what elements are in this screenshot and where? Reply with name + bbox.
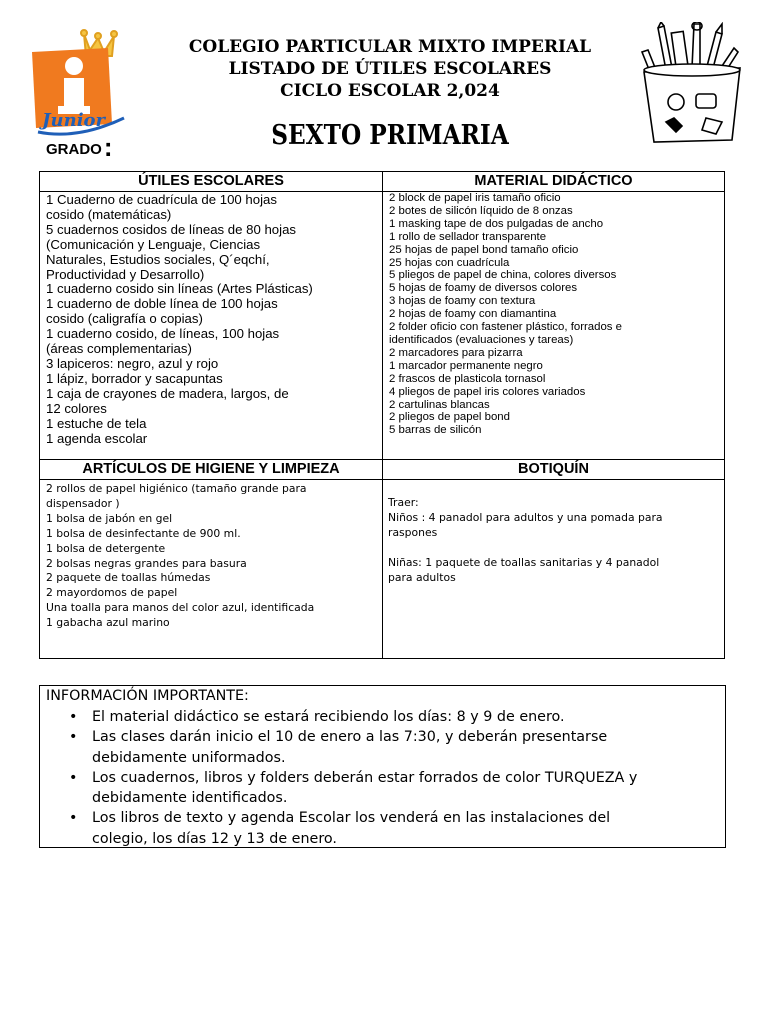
list-item: 2 rollos de papel higiénico (tamaño grande para [46, 482, 307, 495]
list-item: 2 frascos de plasticola tornasol [389, 372, 546, 385]
list-item: 2 hojas de foamy con diamantina [389, 308, 557, 321]
header-divider-bottom [40, 479, 724, 480]
list-item: 5 cuadernos cosidos de líneas de 80 hojas [46, 221, 297, 237]
botiquin-ninas-line: para adultos [388, 570, 456, 584]
list-item: 1 cuaderno cosido, de líneas, 100 hojas [46, 326, 280, 342]
botiquin-content [388, 496, 720, 585]
higiene-heading: ARTÍCULOS DE HIGIENE Y LIMPIEZA [82, 461, 340, 477]
utiles-list [46, 193, 376, 446]
list-item: 1 bolsa de desinfectante de 900 ml. [46, 526, 241, 540]
info-line: Las clases darán inicio el 10 de enero a las 7:30, y deberán presentarse [92, 729, 608, 746]
list-item: 2 block de papel iris tamaño oficio [389, 192, 561, 204]
list-item: 5 barras de silicón [389, 424, 482, 437]
list-item: 1 caja de crayones de madera, largos, de [46, 385, 289, 401]
list-item: dispensador ) [46, 496, 120, 510]
list-item: 1 rollo de sellador transparente [389, 230, 547, 243]
list-item: 1 agenda escolar [46, 430, 148, 446]
list-item: 2 botes de silicón líquido de 8 onzas [389, 204, 573, 217]
logo-wordmark: Junior [42, 110, 106, 131]
column-divider [382, 172, 383, 658]
school-name: COLEGIO PARTICULAR MIXTO IMPERIAL [188, 37, 592, 57]
list-item: cosido (caligrafía o copias) [46, 311, 203, 327]
list-item: 1 cuaderno de doble línea de 100 hojas [46, 296, 278, 312]
list-item: 1 cuaderno cosido sin líneas (Artes Plásticas) [46, 281, 313, 297]
pencil-cup-icon [636, 22, 748, 144]
material-heading: MATERIAL DIDÁCTICO [474, 173, 633, 189]
botiquin-intro: Traer: [388, 496, 419, 509]
list-item: (Comunicación y Lenguaje, Ciencias [46, 236, 261, 252]
list-item: 2 folder oficio con fastener plástico, forrados e [389, 321, 623, 334]
higiene-list [46, 482, 376, 631]
list-item: 1 lápiz, borrador y sacapuntas [46, 370, 223, 386]
list-item: cosido (matemáticas) [46, 206, 172, 222]
list-item: 25 hojas con cuadrícula [389, 256, 510, 269]
list-item: Naturales, Estudios sociales, Q´eqchí, [46, 251, 270, 267]
list-item: 2 pliegos de papel bond [389, 411, 510, 424]
bullet-icon: • [69, 709, 78, 725]
info-line: Los cuadernos, libros y folders deberán estar forrados de color TURQUEZA y [92, 769, 638, 786]
botiquin-ninos-line: Niños : 4 panadol para adultos y una pomada para [388, 510, 663, 524]
list-item: identificados (evaluaciones y tareas) [389, 333, 574, 346]
list-item: 1 masking tape de dos pulgadas de ancho [389, 217, 604, 230]
supplies-table [39, 171, 725, 659]
info-line: colegio, los días 12 y 13 de enero. [92, 830, 337, 847]
info-item [40, 808, 720, 849]
list-item: 3 hojas de foamy con textura [389, 295, 536, 308]
list-item: 4 pliegos de papel iris colores variados [389, 385, 586, 398]
list-item: 12 colores [46, 400, 107, 416]
material-list [389, 192, 722, 437]
botiquin-ninos-line: raspones [388, 525, 438, 539]
info-title: INFORMACIÓN IMPORTANTE: [46, 688, 249, 704]
school-year: CICLO ESCOLAR 2,024 [280, 81, 500, 101]
info-item [40, 707, 720, 727]
list-item: (áreas complementarias) [46, 341, 192, 357]
list-title: LISTADO DE ÚTILES ESCOLARES [228, 59, 552, 79]
list-item: 5 hojas de foamy de diversos colores [389, 282, 578, 295]
botiquin-ninas-line: Niñas: 1 paquete de toallas sanitarias y 4 panadol [388, 555, 660, 569]
info-line: debidamente uniformados. [92, 749, 286, 766]
bullet-icon: • [69, 769, 78, 786]
school-logo-icon [28, 28, 128, 140]
info-line: debidamente identificados. [92, 790, 288, 807]
grade-name: SEXTO PRIMARIA [271, 120, 509, 151]
list-item: 1 gabacha azul marino [46, 616, 170, 630]
list-item: 3 lapiceros: negro, azul y rojo [46, 355, 219, 371]
list-item: 2 bolsas negras grandes para basura [46, 556, 247, 570]
important-info-box [39, 685, 726, 848]
grade-label: GRADO: [46, 132, 113, 162]
info-item [40, 727, 720, 768]
info-line: Los libros de texto y agenda Escolar los venderá en las instalaciones del [92, 810, 611, 827]
list-item: 1 estuche de tela [46, 415, 147, 431]
list-item: Una toalla para manos del color azul, identificada [46, 601, 315, 615]
list-item: 2 paquete de toallas húmedas [46, 571, 211, 585]
list-item: 1 Cuaderno de cuadrícula de 100 hojas [46, 192, 277, 207]
list-item: 1 bolsa de detergente [46, 541, 166, 555]
botiquin-heading: BOTIQUÍN [518, 461, 589, 477]
list-item: 1 marcador permanente negro [389, 359, 543, 372]
bullet-icon: • [69, 810, 78, 827]
bullet-icon: • [69, 729, 78, 746]
list-item: 1 bolsa de jabón en gel [46, 511, 173, 525]
info-line: El material didáctico se estará recibiendo los días: 8 y 9 de enero. [92, 709, 565, 725]
list-item: 2 marcadores para pizarra [389, 346, 523, 359]
list-item: 2 mayordomos de papel [46, 586, 178, 600]
list-item: 2 cartulinas blancas [389, 398, 490, 411]
info-item [40, 768, 720, 809]
list-item: Productividad y Desarrollo) [46, 266, 205, 282]
utiles-heading: ÚTILES ESCOLARES [138, 173, 284, 189]
list-item: 25 hojas de papel bond tamaño oficio [389, 243, 579, 256]
list-item: 5 pliegos de papel de china, colores diversos [389, 269, 617, 282]
info-list [40, 707, 720, 849]
